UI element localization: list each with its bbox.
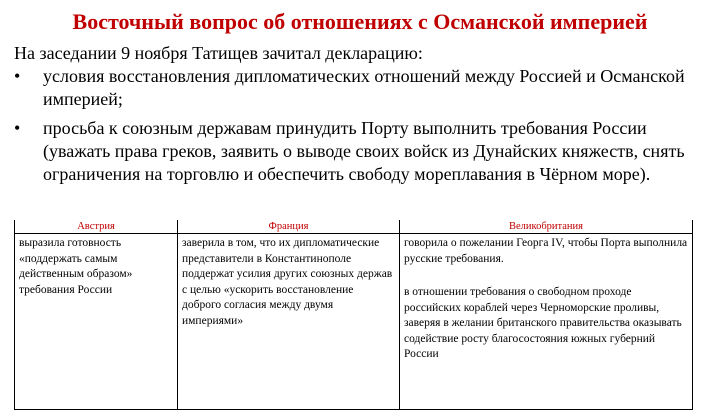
table-row	[15, 234, 693, 410]
cell-france	[178, 234, 400, 410]
slide-title: Восточный вопрос об отношениях с Османской империей	[72, 9, 648, 34]
cell-britain	[400, 234, 693, 410]
powers-position-table	[14, 220, 693, 410]
cell-spacer	[404, 267, 688, 285]
header-france: Франция	[178, 220, 400, 234]
bullet-text: условия восстановления дипломатических отношений между Россией и Османской империей;	[43, 66, 685, 109]
declaration-bullet-list	[14, 65, 704, 192]
table-header-row	[15, 220, 693, 234]
header-austria: Австрия	[15, 220, 178, 234]
bullet-icon: •	[14, 118, 21, 138]
bullet-icon: •	[14, 66, 21, 86]
france-position-text: заверила в том, что их дипломатические представители в Константинополе поддержат усилия других союзных держав с целью «ускорить восстановление доброго согласия между двумя империями»	[182, 237, 393, 327]
bullet-text: просьба к союзным державам принудить Порту выполнить требования России (уважать права греков, заявить о выводе своих войск из Дунайских княжеств, снять ограничения на торговлю и обеспечить свободу мореплавания в Чёрном море).	[43, 118, 685, 184]
list-item	[14, 117, 704, 186]
list-item	[14, 65, 704, 111]
cell-austria	[15, 234, 178, 410]
header-britain: Великобритания	[400, 220, 693, 234]
britain-position-text-1: говорила о пожелании Георга IV, чтобы Порта выполнила русские требования.	[404, 237, 688, 265]
britain-position-text-2: в отношении требования о свободном проходе российских кораблей через Черноморские проливы, заверяя в желании британского правительства оказывать содействие росту благосостояния южных губерний России	[404, 286, 682, 360]
austria-position-text: выразила готовность «поддержать самым действенным образом» требования России	[19, 237, 133, 296]
intro-text: На заседании 9 ноября Татищев зачитал декларацию:	[14, 43, 423, 63]
